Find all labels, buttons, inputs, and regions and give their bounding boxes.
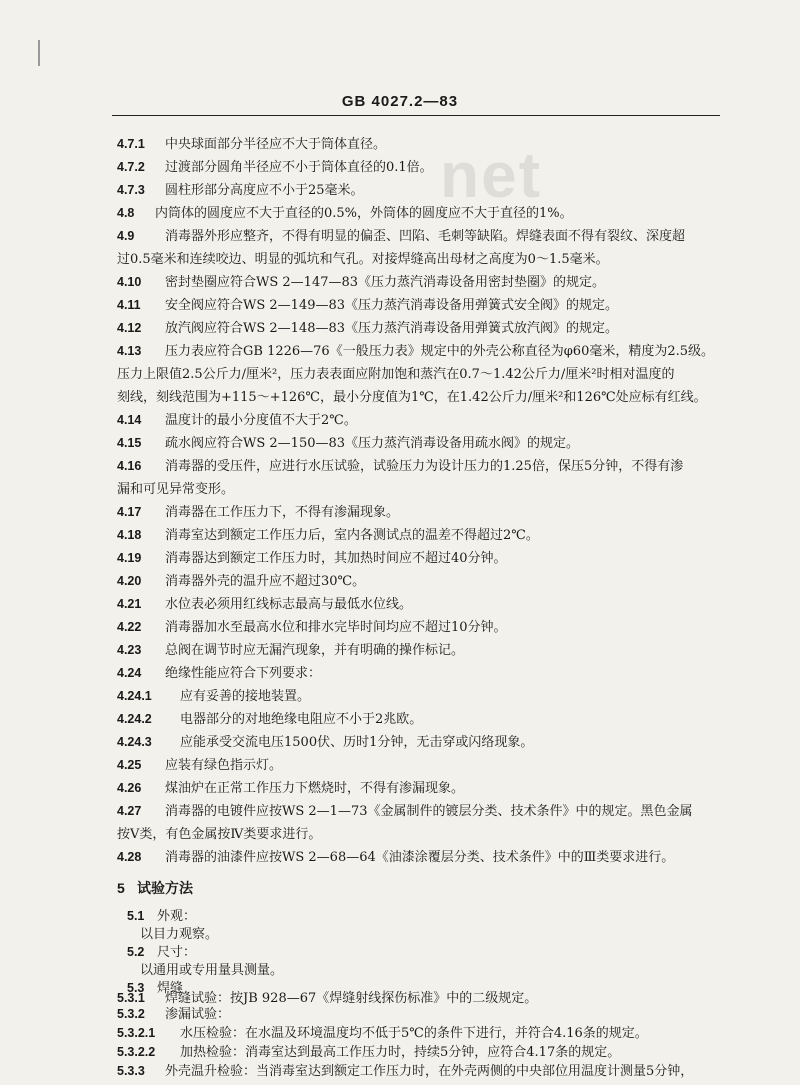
clause-text: 应能承受交流电压1500伏、历时1分钟，无击穿或闪络现象。	[180, 735, 534, 750]
scan-mark	[38, 40, 40, 66]
clause-text: 消毒器外形应整齐，不得有明显的偏歪、凹陷、毛刺等缺陷。焊缝表面不得有裂纹、深度超	[165, 229, 686, 244]
section-title: 试验方法	[137, 880, 193, 896]
clause-text: 总阀在调节时应无漏汽现象，并有明确的操作标记。	[165, 643, 465, 658]
clause-text: 过渡部分圆角半径应不小于筒体直径的0.1倍。	[165, 160, 433, 175]
clause-number: 4.24.1	[117, 689, 152, 703]
clause-number: 4.13	[117, 344, 142, 358]
clause-number: 4.24	[117, 666, 142, 680]
clause-text: 消毒器达到额定工作压力时，其加热时间应不超过40分钟。	[165, 551, 507, 566]
clause-text: 密封垫圈应符合WS 2—147—83《压力蒸汽消毒设备用密封垫圈》的规定。	[165, 275, 606, 290]
clause-number: 5.3	[127, 981, 145, 995]
section-number: 5	[117, 880, 125, 896]
clause-number: 4.26	[117, 781, 142, 795]
clause-text: 温度计的最小分度值不大于2℃。	[165, 413, 357, 428]
clause-text: 内筒体的圆度应不大于直径的0.5%，外筒体的圆度应不大于直径的1%。	[155, 206, 573, 221]
clause-number: 4.19	[117, 551, 142, 565]
clause-number: 4.9	[117, 229, 135, 243]
clause-text: 外观：	[157, 909, 197, 924]
clause-text: 消毒器的受压件，应进行水压试验，试验压力为设计压力的1.25倍，保压5分钟，不得有渗	[165, 459, 684, 474]
clause-text: 放汽阀应符合WS 2—148—83《压力蒸汽消毒设备用弹簧式放汽阀》的规定。	[165, 321, 619, 336]
clause-text: 疏水阀应符合WS 2—150—83《压力蒸汽消毒设备用疏水阀》的规定。	[165, 436, 580, 451]
clause-text-continued: 以目力观察。	[140, 927, 219, 942]
clause-text-continued: 以通用或专用量具测量。	[140, 963, 284, 978]
clause-number: 4.7.2	[117, 160, 145, 174]
clause-number: 4.25	[117, 758, 142, 772]
clause-text: 水压检验：在水温及环境温度均不低于5℃的条件下进行，并符合4.16条的规定。	[180, 1026, 648, 1041]
clause-number: 5.3.2.1	[117, 1026, 156, 1040]
clause-number: 4.10	[117, 275, 142, 289]
clause-number: 4.27	[117, 804, 142, 818]
clause-text: 消毒器的油漆件应按WS 2—68—64《油漆涂覆层分类、技术条件》中的Ⅲ类要求进行。	[165, 850, 675, 865]
clause-text: 绝缘性能应符合下列要求：	[165, 666, 322, 681]
clause-text: 消毒器外壳的温升应不超过30℃。	[165, 574, 366, 589]
clause-number: 4.28	[117, 850, 142, 864]
clause-text: 圆柱形部分高度应不小于25毫米。	[165, 183, 364, 198]
clause-text: 电器部分的对地绝缘电阻应不小于2兆欧。	[180, 712, 423, 727]
header-rule	[112, 115, 720, 116]
clause-number: 4.15	[117, 436, 142, 450]
clause-text-continued: 漏和可见异常变形。	[117, 482, 235, 497]
clause-text: 消毒器的电镀件应按WS 2—1—73《金属制件的镀层分类、技术条件》中的规定。黑色金属	[165, 804, 693, 819]
clause-number: 4.7.3	[117, 183, 145, 197]
clause-number: 4.17	[117, 505, 142, 519]
clause-number: 4.16	[117, 459, 142, 473]
clause-text: 消毒器在工作压力下，不得有渗漏现象。	[165, 505, 400, 520]
clause-number: 5.2	[127, 945, 145, 959]
clause-text: 安全阀应符合WS 2—149—83《压力蒸汽消毒设备用弹簧式安全阀》的规定。	[165, 298, 619, 313]
clause-text: 焊缝试验：按JB 928—67《焊缝射线探伤标准》中的二级规定。	[165, 991, 538, 1006]
clause-text: 消毒室达到额定工作压力后，室内各测试点的温差不得超过2℃。	[165, 528, 539, 543]
clause-number: 5.3.1	[117, 991, 145, 1005]
clause-number: 5.3.2.2	[117, 1045, 156, 1059]
page-header-title: GB 4027.2—83	[341, 93, 459, 110]
clause-number: 4.22	[117, 620, 142, 634]
clause-number: 4.20	[117, 574, 142, 588]
clause-number: 4.7.1	[117, 137, 145, 151]
clause-text: 压力表应符合GB 1226—76《一般压力表》规定中的外壳公称直径为φ60毫米，精度为2.5级。	[165, 344, 715, 359]
clause-text: 加热检验：消毒室达到最高工作压力时，持续5分钟，应符合4.17条的规定。	[180, 1045, 621, 1060]
clause-text: 消毒器加水至最高水位和排水完毕时间均应不超过10分钟。	[165, 620, 507, 635]
clause-text-continued: 刻线，刻线范围为+115～+126℃，最小分度值为1℃，在1.42公斤力/厘米²和126℃处应标有红线。	[117, 390, 707, 405]
clause-text: 尺寸：	[157, 945, 197, 960]
clause-number: 4.11	[117, 298, 141, 312]
clause-text-continued: 按V类，有色金属按Ⅳ类要求进行。	[117, 827, 322, 842]
watermark: net	[440, 139, 542, 211]
clause-number: 4.24.3	[117, 735, 152, 749]
clause-text: 煤油炉在正常工作压力下燃烧时，不得有渗漏现象。	[165, 781, 465, 796]
clause-number: 4.8	[117, 206, 135, 220]
clause-text: 中央球面部分半径应不大于筒体直径。	[165, 137, 387, 152]
clause-number: 5.3.3	[117, 1064, 145, 1078]
clause-number: 5.1	[127, 909, 145, 923]
clause-number: 5.3.2	[117, 1007, 145, 1021]
clause-text: 水位表必须用红线标志最高与最低水位线。	[165, 597, 413, 612]
clause-text: 焊缝	[157, 981, 184, 996]
clause-text-continued: 压力上限值2.5公斤力/厘米²，压力表表面应附加饱和蒸汽在0.7～1.42公斤力/厘米²时相对温度的	[117, 367, 675, 382]
clause-number: 4.21	[117, 597, 142, 611]
clause-number: 4.12	[117, 321, 142, 335]
clause-number: 4.24.2	[117, 712, 152, 726]
clause-text-continued: 过0.5毫米和连续咬边、明显的弧坑和气孔。对接焊缝高出母材之高度为0～1.5毫米。	[117, 252, 609, 267]
clause-text: 外壳温升检验：当消毒室达到额定工作压力时，在外壳两侧的中央部位用温度计测量5分钟，	[165, 1064, 694, 1079]
clause-text: 渗漏试验：	[165, 1007, 231, 1022]
clause-number: 4.18	[117, 528, 142, 542]
clause-number: 4.14	[117, 413, 142, 427]
clause-text: 应装有绿色指示灯。	[165, 758, 283, 773]
clause-number: 4.23	[117, 643, 142, 657]
clause-text: 应有妥善的接地装置。	[180, 689, 311, 704]
